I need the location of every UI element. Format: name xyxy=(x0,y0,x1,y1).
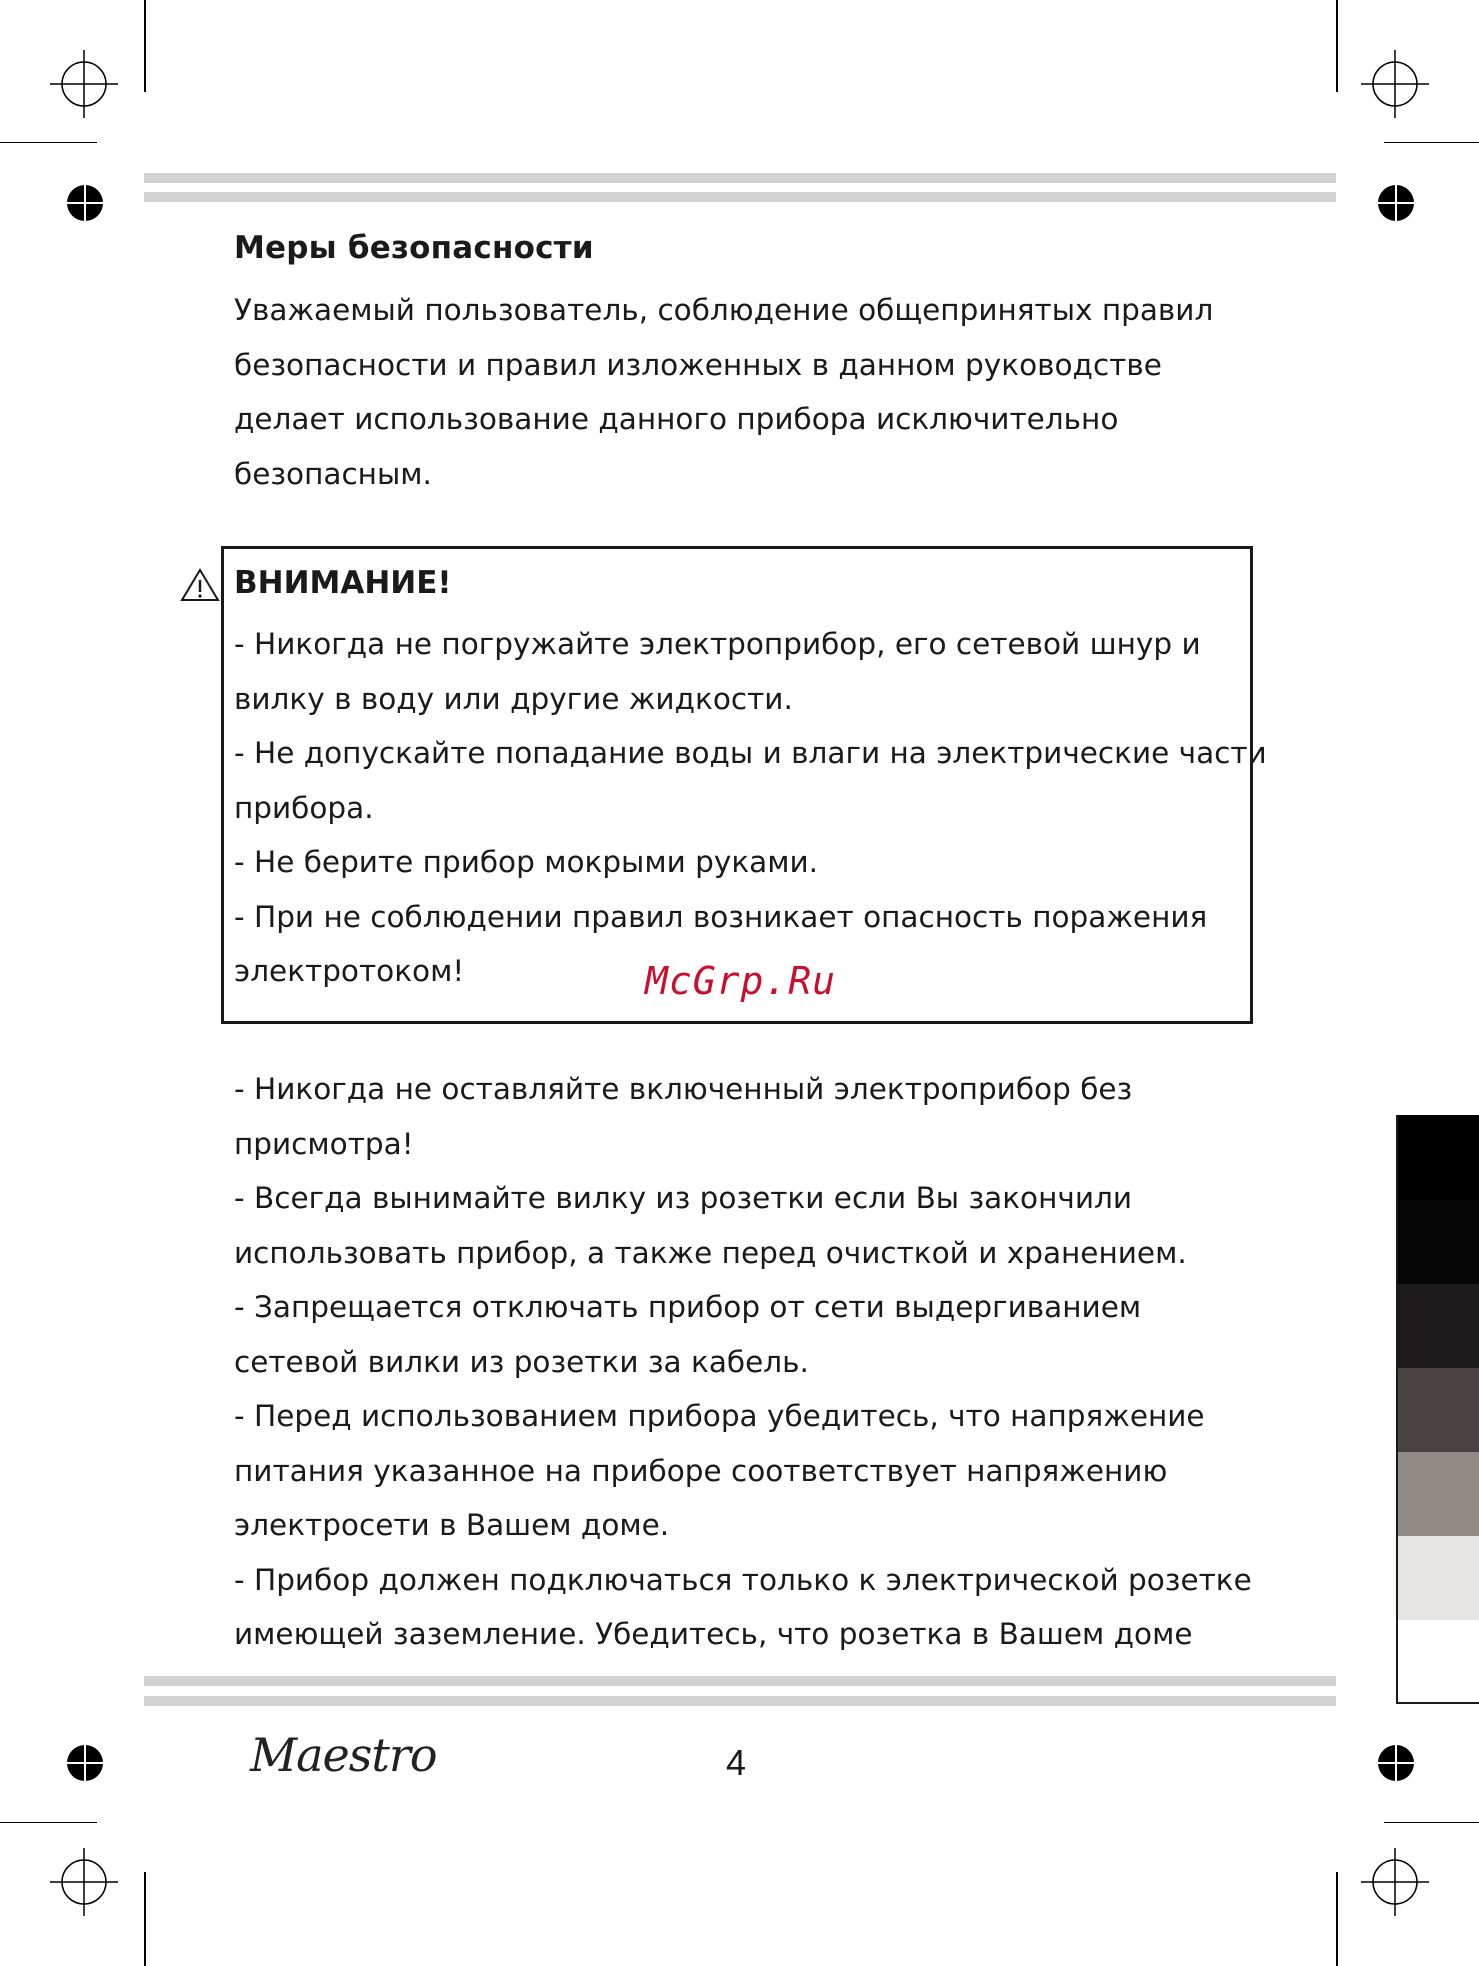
registration-target-icon xyxy=(1361,1848,1429,1916)
text-line: - Прибор должен подключаться только к электрической розетке xyxy=(234,1562,1252,1597)
text-line: электросети в Вашем доме. xyxy=(234,1508,670,1542)
crop-mark xyxy=(144,1872,146,1966)
crop-mark xyxy=(0,142,97,143)
text-line: электротоком! xyxy=(234,954,465,988)
text-line: Уважаемый пользователь, соблюдение общепринятых правил xyxy=(234,293,1214,327)
registration-target-icon xyxy=(50,1848,118,1916)
footer-rule xyxy=(144,1676,1336,1686)
crop-mark xyxy=(1384,142,1479,143)
page-title: Меры безопасности xyxy=(234,230,594,266)
color-swatch xyxy=(1396,1620,1479,1704)
intro-paragraph xyxy=(234,283,1213,501)
warning-triangle-icon xyxy=(180,567,220,603)
text-line: - Не берите прибор мокрыми руками. xyxy=(234,845,819,879)
page-number: 4 xyxy=(726,1742,747,1783)
header-rule xyxy=(144,173,1336,183)
watermark: McGrp.Ru xyxy=(645,959,837,1003)
text-line: присмотра! xyxy=(234,1126,414,1161)
text-line: - Никогда не погружайте электроприбор, его сетевой шнур и xyxy=(234,627,1201,661)
text-line: безопасности и правил изложенных в данном руководстве xyxy=(234,347,1162,382)
text-line: - Никогда не оставляйте включенный электроприбор без xyxy=(234,1072,1133,1106)
color-swatch xyxy=(1396,1284,1479,1368)
text-line: вилку в воду или другие жидкости. xyxy=(234,681,793,716)
registration-dot-icon xyxy=(63,1741,107,1785)
color-swatch xyxy=(1396,1115,1479,1200)
registration-target-icon xyxy=(50,50,118,118)
safety-list xyxy=(234,1062,1252,1662)
footer-rule xyxy=(144,1696,1336,1706)
text-line: сетевой вилки из розетки за кабель. xyxy=(234,1344,809,1379)
crop-mark xyxy=(1336,0,1338,92)
text-line: - Не допускайте попадание воды и влаги на электрические части xyxy=(234,736,1267,770)
text-line: - При не соблюдении правил возникает опасность поражения xyxy=(234,899,1208,934)
text-line: делает использование данного прибора исключительно xyxy=(234,402,1119,436)
registration-dot-icon xyxy=(1374,181,1418,225)
text-line: - Перед использованием прибора убедитесь, что напряжение xyxy=(234,1399,1205,1433)
warning-text xyxy=(234,617,1267,999)
text-line: имеющей заземление. Убедитесь, что розетка в Вашем доме xyxy=(234,1617,1193,1651)
text-line: - Всегда вынимайте вилку из розетки если Вы закончили xyxy=(234,1181,1133,1215)
crop-mark xyxy=(1336,1872,1338,1966)
registration-dot-icon xyxy=(1374,1741,1418,1785)
color-swatch xyxy=(1396,1368,1479,1452)
text-line: прибора. xyxy=(234,790,374,825)
color-swatch xyxy=(1396,1200,1479,1284)
color-swatch xyxy=(1396,1536,1479,1620)
registration-target-icon xyxy=(1361,50,1429,118)
header-rule xyxy=(144,192,1336,202)
crop-mark xyxy=(144,0,146,92)
brand-logo: Maestro xyxy=(250,1728,437,1782)
crop-mark xyxy=(0,1822,97,1823)
text-line: - Запрещается отключать прибор от сети выдергиванием xyxy=(234,1290,1142,1324)
registration-dot-icon xyxy=(63,181,107,225)
text-line: питания указанное на приборе соответствует напряжению xyxy=(234,1453,1168,1488)
warning-title: ВНИМАНИЕ! xyxy=(234,565,452,601)
text-line: безопасным. xyxy=(234,456,432,491)
text-line: использовать прибор, а также перед очисткой и хранением. xyxy=(234,1235,1187,1270)
crop-mark xyxy=(1384,1822,1479,1823)
color-swatch xyxy=(1396,1452,1479,1536)
